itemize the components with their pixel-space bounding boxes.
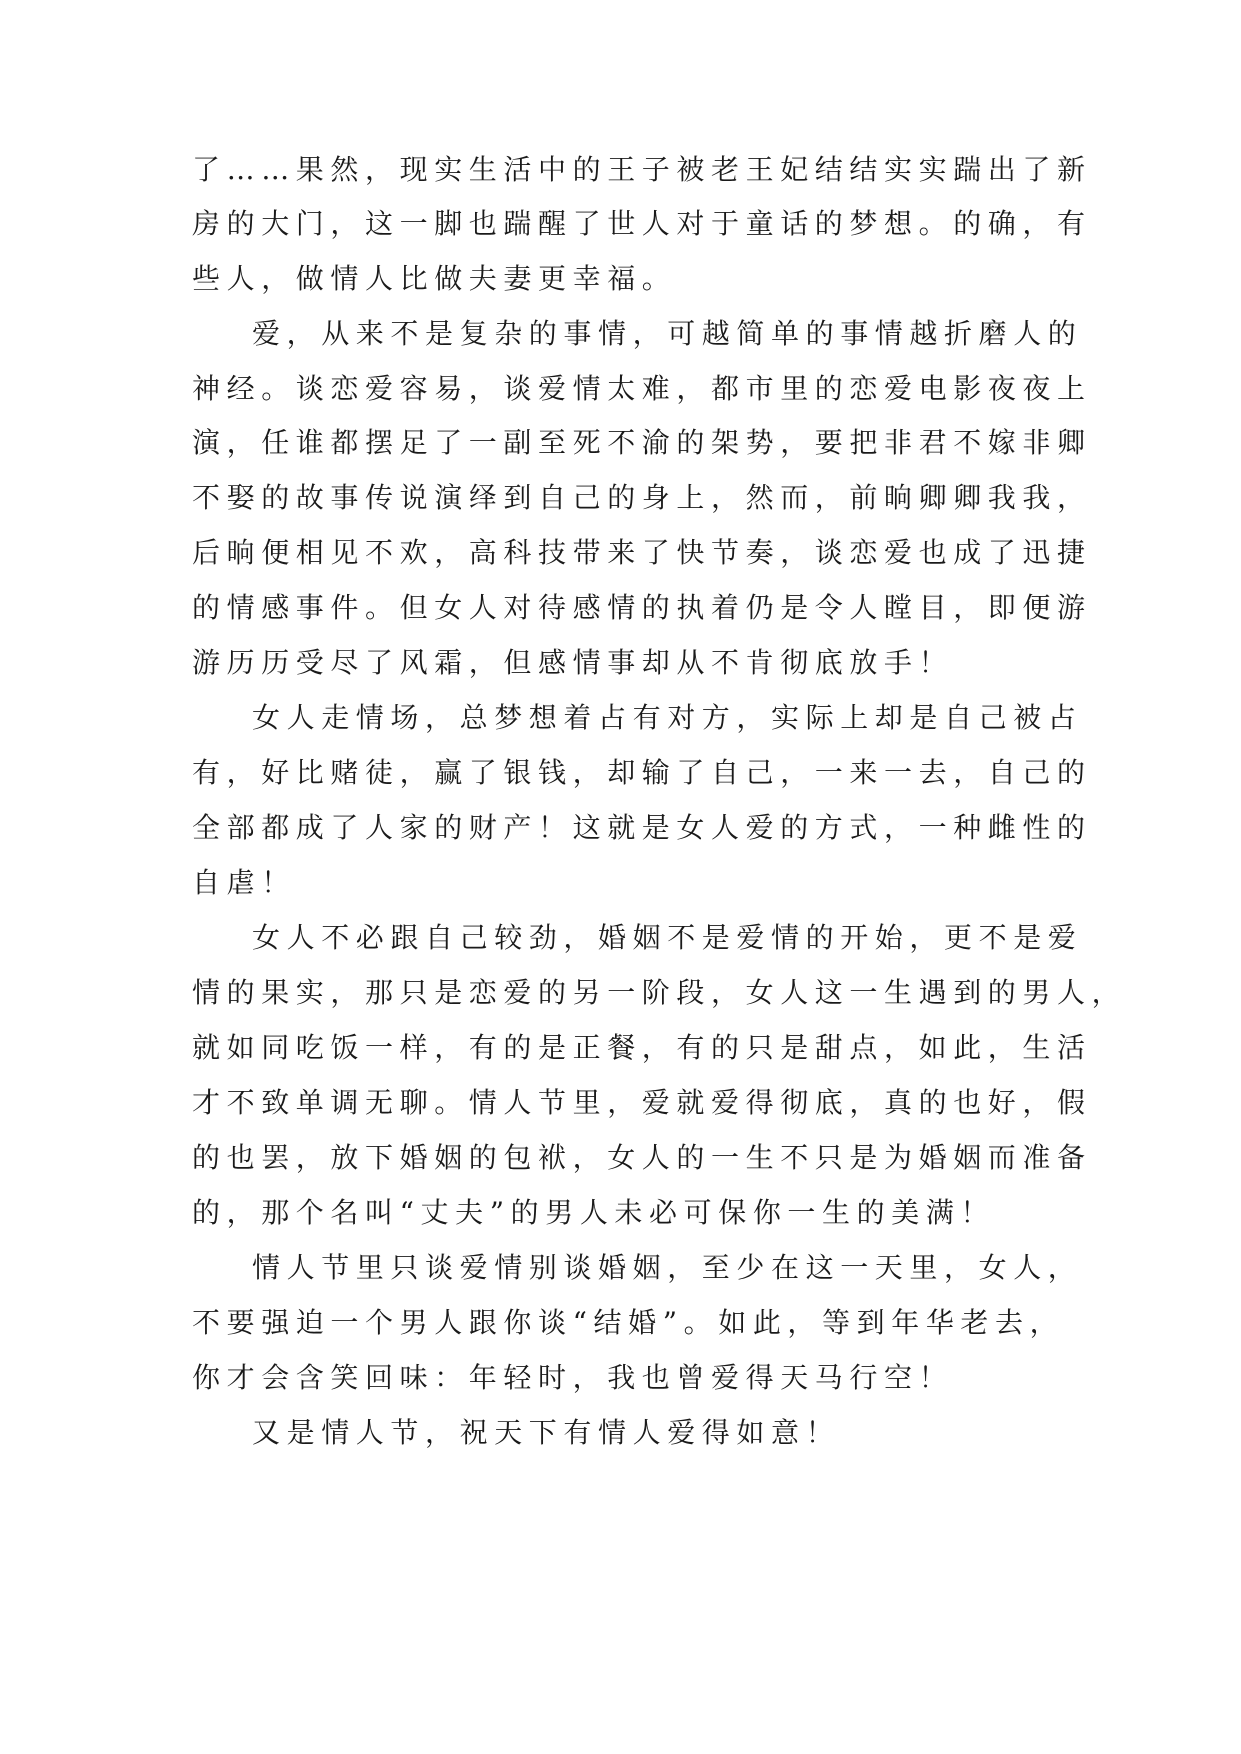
text-line: 女人不必跟自己较劲，婚姻不是爱情的开始，更不是爱: [252, 921, 1083, 954]
text-line: 你才会含笑回味：年轻时，我也曾爱得天马行空！: [192, 1361, 954, 1394]
text-line: 神经。谈恋爱容易，谈爱情太难，都市里的恋爱电影夜夜上: [192, 372, 1092, 405]
text-line: 情人节里只谈爱情别谈婚姻，至少在这一天里，女人，: [252, 1251, 1083, 1284]
text-line: 自虐！: [192, 866, 296, 899]
text-line: 的，那个名叫“丈夫”的男人未必可保你一生的美满！: [192, 1196, 996, 1229]
text-line: 房的大门，这一脚也踹醒了世人对于童话的梦想。的确，有: [192, 207, 1092, 240]
text-line: 又是情人节，祝天下有情人爱得如意！: [252, 1416, 841, 1449]
text-line: 情的果实，那只是恋爱的另一阶段，女人这一生遇到的男人，: [192, 976, 1127, 1009]
text-line: 不要强迫一个男人跟你谈“结婚”。如此，等到年华老去，: [192, 1306, 1065, 1339]
text-line: 女人走情场，总梦想着占有对方，实际上却是自己被占: [252, 701, 1083, 734]
text-line: 的情感事件。但女人对待感情的执着仍是令人瞠目，即便游: [192, 591, 1092, 624]
text-line: 才不致单调无聊。情人节里，爱就爱得彻底，真的也好，假: [192, 1086, 1092, 1119]
text-line: 的也罢，放下婚姻的包袱，女人的一生不只是为婚姻而准备: [192, 1141, 1092, 1174]
text-line: 全部都成了人家的财产！这就是女人爱的方式，一种雌性的: [192, 811, 1092, 844]
text-line: 不娶的故事传说演绎到自己的身上，然而，前晌卿卿我我，: [192, 481, 1092, 514]
text-line: 后晌便相见不欢，高科技带来了快节奏，谈恋爱也成了迅捷: [192, 536, 1092, 569]
text-line: 了……果然，现实生活中的王子被老王妃结结实实踹出了新: [192, 153, 1092, 186]
text-line: 演，任谁都摆足了一副至死不渝的架势，要把非君不嫁非卿: [192, 426, 1092, 459]
text-line: 游历历受尽了风霜，但感情事却从不肯彻底放手！: [192, 646, 954, 679]
text-line: 些人，做情人比做夫妻更幸福。: [192, 262, 677, 295]
text-line: 有，好比赌徒，赢了银钱，却输了自己，一来一去，自己的: [192, 756, 1092, 789]
text-line: 爱，从来不是复杂的事情，可越简单的事情越折磨人的: [252, 317, 1083, 350]
text-line: 就如同吃饭一样，有的是正餐，有的只是甜点，如此，生活: [192, 1031, 1092, 1064]
